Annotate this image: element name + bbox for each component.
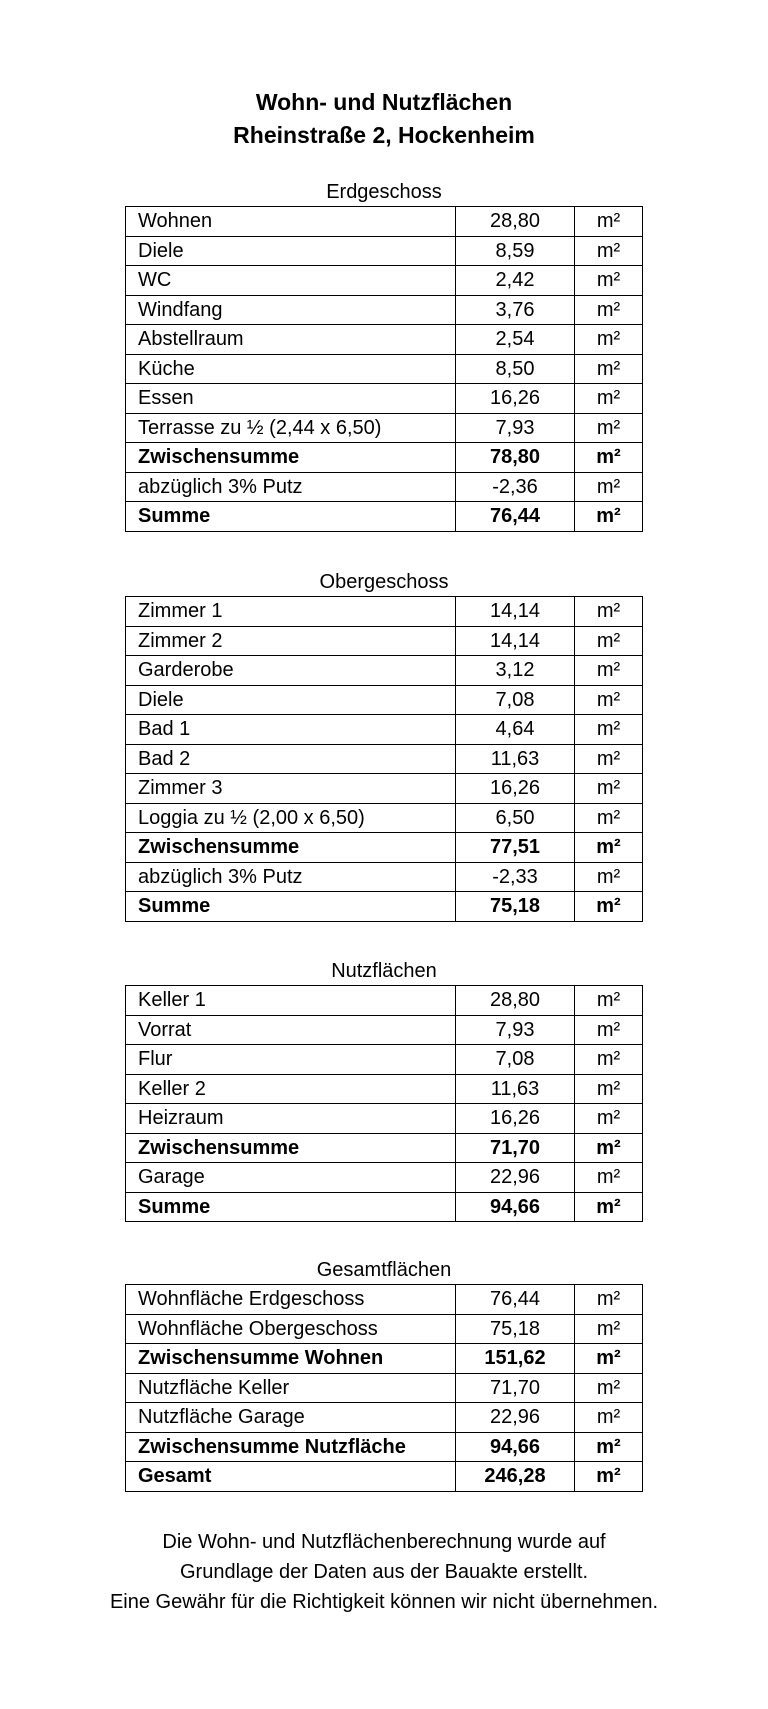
row-value: 4,64 bbox=[456, 715, 575, 745]
area-table bbox=[125, 206, 643, 532]
row-unit: m² bbox=[575, 266, 643, 296]
row-unit: m² bbox=[575, 1104, 643, 1134]
row-unit: m² bbox=[575, 892, 643, 922]
row-value: 7,93 bbox=[456, 413, 575, 443]
disclaimer-line: Grundlage der Daten aus der Bauakte erstellt. bbox=[179, 1561, 589, 1583]
row-unit: m² bbox=[575, 325, 643, 355]
row-label: Bad 1 bbox=[126, 715, 456, 745]
row-unit: m² bbox=[575, 384, 643, 414]
row-unit: m² bbox=[575, 1015, 643, 1045]
row-label: abzüglich 3% Putz bbox=[126, 472, 456, 502]
row-label: abzüglich 3% Putz bbox=[126, 862, 456, 892]
row-unit: m² bbox=[575, 803, 643, 833]
row-label: WC bbox=[126, 266, 456, 296]
row-label: Zwischensumme bbox=[126, 1133, 456, 1163]
row-label: Zimmer 3 bbox=[126, 774, 456, 804]
row-label: Summe bbox=[126, 1192, 456, 1222]
row-unit: m² bbox=[575, 295, 643, 325]
section-heading: Obergeschoss bbox=[319, 571, 449, 593]
area-table bbox=[125, 1284, 643, 1492]
row-value: 75,18 bbox=[456, 892, 575, 922]
row-label: Diele bbox=[126, 685, 456, 715]
row-unit: m² bbox=[575, 1163, 643, 1193]
row-label: Nutzfläche Garage bbox=[126, 1403, 456, 1433]
table-row bbox=[126, 774, 643, 804]
table-row bbox=[126, 1163, 643, 1193]
table-row bbox=[126, 1314, 643, 1344]
row-label: Zimmer 2 bbox=[126, 626, 456, 656]
disclaimer-line: Eine Gewähr für die Richtigkeit können wir nicht übernehmen. bbox=[109, 1591, 659, 1613]
table-row bbox=[126, 354, 643, 384]
row-value: -2,36 bbox=[456, 472, 575, 502]
row-unit: m² bbox=[575, 685, 643, 715]
table-row bbox=[126, 1104, 643, 1134]
table-row bbox=[126, 715, 643, 745]
row-unit: m² bbox=[575, 986, 643, 1016]
table-row bbox=[126, 685, 643, 715]
row-label: Garage bbox=[126, 1163, 456, 1193]
row-unit: m² bbox=[575, 1462, 643, 1492]
table-row bbox=[126, 1133, 643, 1163]
row-unit: m² bbox=[575, 236, 643, 266]
row-label: Bad 2 bbox=[126, 744, 456, 774]
row-unit: m² bbox=[575, 626, 643, 656]
table-row bbox=[126, 443, 643, 473]
row-value: -2,33 bbox=[456, 862, 575, 892]
table-row bbox=[126, 626, 643, 656]
row-label: Nutzfläche Keller bbox=[126, 1373, 456, 1403]
row-value: 11,63 bbox=[456, 1074, 575, 1104]
row-label: Zimmer 1 bbox=[126, 597, 456, 627]
table-row bbox=[126, 384, 643, 414]
row-label: Summe bbox=[126, 892, 456, 922]
row-label: Zwischensumme Wohnen bbox=[126, 1344, 456, 1374]
table-row bbox=[126, 1373, 643, 1403]
row-unit: m² bbox=[575, 862, 643, 892]
row-unit: m² bbox=[575, 715, 643, 745]
row-label: Diele bbox=[126, 236, 456, 266]
row-value: 3,76 bbox=[456, 295, 575, 325]
row-value: 7,08 bbox=[456, 1045, 575, 1075]
table-row bbox=[126, 986, 643, 1016]
row-unit: m² bbox=[575, 1285, 643, 1315]
row-value: 7,08 bbox=[456, 685, 575, 715]
row-value: 28,80 bbox=[456, 207, 575, 237]
row-value: 78,80 bbox=[456, 443, 575, 473]
row-label: Vorrat bbox=[126, 1015, 456, 1045]
row-value: 16,26 bbox=[456, 774, 575, 804]
disclaimer bbox=[0, 1527, 768, 1617]
row-unit: m² bbox=[575, 413, 643, 443]
row-label: Keller 1 bbox=[126, 986, 456, 1016]
row-unit: m² bbox=[575, 1045, 643, 1075]
table-row bbox=[126, 1015, 643, 1045]
row-unit: m² bbox=[575, 1373, 643, 1403]
row-value: 94,66 bbox=[456, 1192, 575, 1222]
row-label: Zwischensumme Nutzfläche bbox=[126, 1432, 456, 1462]
document-title: Wohn- und Nutzflächen bbox=[255, 89, 513, 115]
table-row bbox=[126, 325, 643, 355]
row-label: Wohnfläche Erdgeschoss bbox=[126, 1285, 456, 1315]
table-row bbox=[126, 1462, 643, 1492]
row-unit: m² bbox=[575, 833, 643, 863]
row-value: 151,62 bbox=[456, 1344, 575, 1374]
row-value: 71,70 bbox=[456, 1373, 575, 1403]
table-row bbox=[126, 413, 643, 443]
area-table bbox=[125, 985, 643, 1222]
row-value: 22,96 bbox=[456, 1403, 575, 1433]
row-unit: m² bbox=[575, 354, 643, 384]
row-unit: m² bbox=[575, 744, 643, 774]
row-value: 76,44 bbox=[456, 1285, 575, 1315]
row-label: Wohnen bbox=[126, 207, 456, 237]
row-unit: m² bbox=[575, 1074, 643, 1104]
row-unit: m² bbox=[575, 1403, 643, 1433]
row-unit: m² bbox=[575, 1192, 643, 1222]
table-row bbox=[126, 236, 643, 266]
row-label: Keller 2 bbox=[126, 1074, 456, 1104]
row-label: Summe bbox=[126, 502, 456, 532]
row-value: 8,50 bbox=[456, 354, 575, 384]
table-row bbox=[126, 1285, 643, 1315]
row-value: 14,14 bbox=[456, 626, 575, 656]
row-label: Zwischensumme bbox=[126, 443, 456, 473]
row-unit: m² bbox=[575, 443, 643, 473]
row-value: 246,28 bbox=[456, 1462, 575, 1492]
table-row bbox=[126, 862, 643, 892]
disclaimer-line: Die Wohn- und Nutzflächenberechnung wurde auf bbox=[162, 1531, 606, 1553]
row-value: 28,80 bbox=[456, 986, 575, 1016]
row-label: Heizraum bbox=[126, 1104, 456, 1134]
row-value: 6,50 bbox=[456, 803, 575, 833]
row-unit: m² bbox=[575, 1133, 643, 1163]
row-value: 71,70 bbox=[456, 1133, 575, 1163]
table-row bbox=[126, 472, 643, 502]
row-label: Zwischensumme bbox=[126, 833, 456, 863]
row-value: 16,26 bbox=[456, 384, 575, 414]
table-row bbox=[126, 502, 643, 532]
row-unit: m² bbox=[575, 1432, 643, 1462]
row-unit: m² bbox=[575, 774, 643, 804]
row-value: 22,96 bbox=[456, 1163, 575, 1193]
row-value: 75,18 bbox=[456, 1314, 575, 1344]
table-row bbox=[126, 833, 643, 863]
table-row bbox=[126, 1432, 643, 1462]
row-unit: m² bbox=[575, 656, 643, 686]
table-row bbox=[126, 656, 643, 686]
table-row bbox=[126, 295, 643, 325]
row-value: 8,59 bbox=[456, 236, 575, 266]
section-heading: Gesamtflächen bbox=[316, 1259, 452, 1281]
row-label: Garderobe bbox=[126, 656, 456, 686]
table-row bbox=[126, 1045, 643, 1075]
row-unit: m² bbox=[575, 207, 643, 237]
table-row bbox=[126, 597, 643, 627]
row-value: 16,26 bbox=[456, 1104, 575, 1134]
section-heading: Nutzflächen bbox=[331, 960, 437, 982]
table-row bbox=[126, 803, 643, 833]
row-label: Windfang bbox=[126, 295, 456, 325]
table-row bbox=[126, 892, 643, 922]
row-unit: m² bbox=[575, 472, 643, 502]
row-label: Küche bbox=[126, 354, 456, 384]
row-value: 14,14 bbox=[456, 597, 575, 627]
row-value: 7,93 bbox=[456, 1015, 575, 1045]
row-value: 94,66 bbox=[456, 1432, 575, 1462]
row-label: Abstellraum bbox=[126, 325, 456, 355]
table-row bbox=[126, 207, 643, 237]
row-unit: m² bbox=[575, 597, 643, 627]
row-label: Terrasse zu ½ (2,44 x 6,50) bbox=[126, 413, 456, 443]
table-row bbox=[126, 1074, 643, 1104]
area-table bbox=[125, 596, 643, 922]
row-value: 11,63 bbox=[456, 744, 575, 774]
row-value: 2,42 bbox=[456, 266, 575, 296]
table-row bbox=[126, 266, 643, 296]
row-label: Essen bbox=[126, 384, 456, 414]
document-address: Rheinstraße 2, Hockenheim bbox=[233, 122, 535, 148]
row-unit: m² bbox=[575, 1314, 643, 1344]
table-row bbox=[126, 1344, 643, 1374]
row-label: Flur bbox=[126, 1045, 456, 1075]
row-label: Wohnfläche Obergeschoss bbox=[126, 1314, 456, 1344]
table-row bbox=[126, 1192, 643, 1222]
row-value: 3,12 bbox=[456, 656, 575, 686]
row-value: 77,51 bbox=[456, 833, 575, 863]
row-label: Loggia zu ½ (2,00 x 6,50) bbox=[126, 803, 456, 833]
row-unit: m² bbox=[575, 502, 643, 532]
section-heading: Erdgeschoss bbox=[326, 181, 442, 203]
row-label: Gesamt bbox=[126, 1462, 456, 1492]
table-row bbox=[126, 744, 643, 774]
row-unit: m² bbox=[575, 1344, 643, 1374]
row-value: 76,44 bbox=[456, 502, 575, 532]
table-row bbox=[126, 1403, 643, 1433]
row-value: 2,54 bbox=[456, 325, 575, 355]
